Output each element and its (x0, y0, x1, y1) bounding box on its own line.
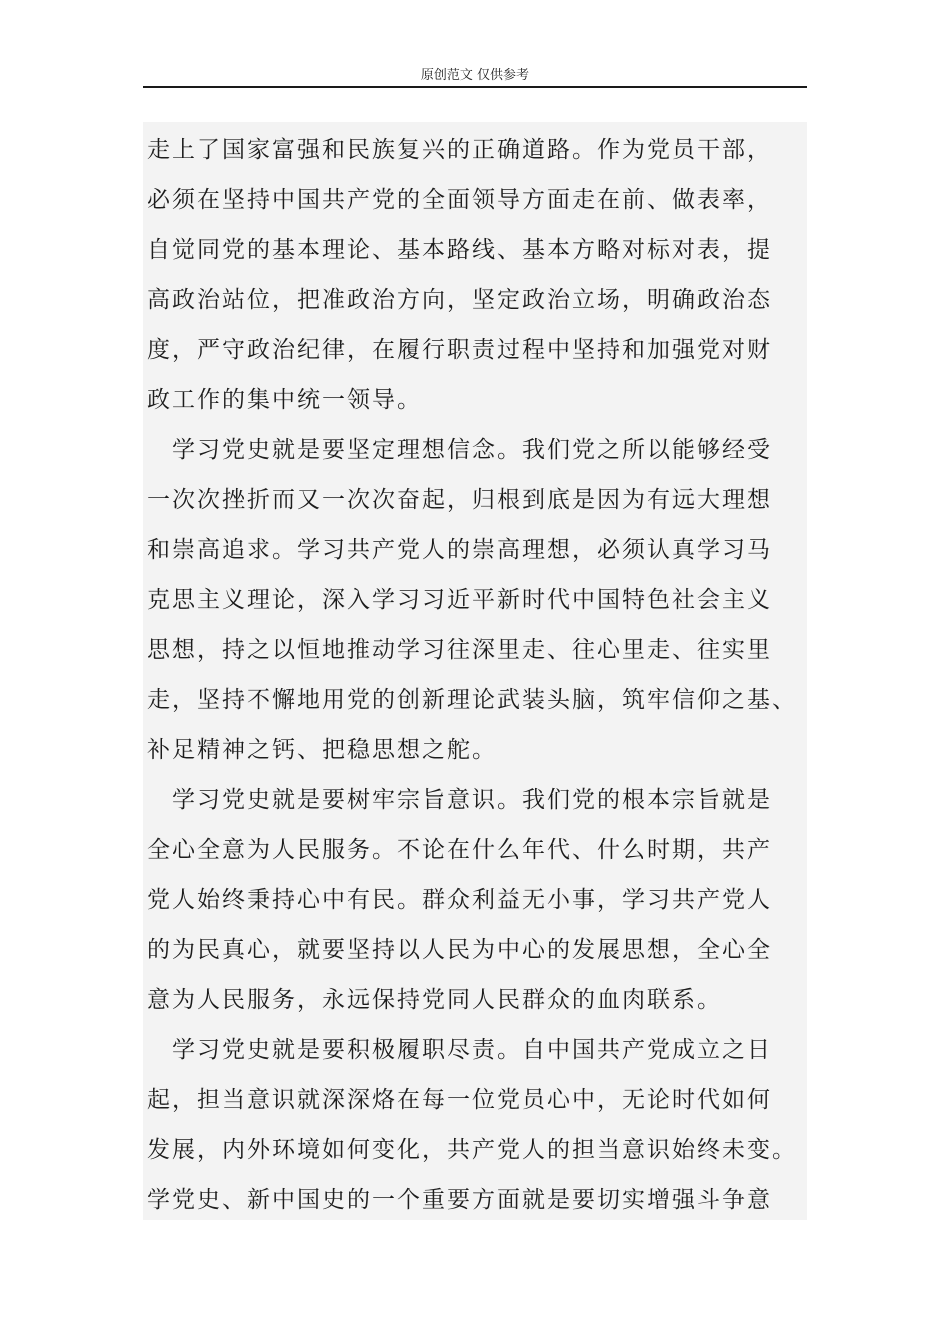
body-line: 必须在坚持中国共产党的全面领导方面走在前、做表率， (147, 187, 772, 213)
body-text (143, 122, 807, 1220)
body-line: 走上了国家富强和民族复兴的正确道路。作为党员干部， (147, 137, 772, 163)
body-line: 政工作的集中统一领导。 (147, 387, 422, 413)
body-line: 学习党史就是要积极履职尽责。自中国共产党成立之日 (147, 1037, 772, 1063)
body-line: 思想，持之以恒地推动学习往深里走、往心里走、往实里 (147, 637, 772, 663)
body-line: 和崇高追求。学习共产党人的崇高理想，必须认真学习马 (147, 537, 772, 563)
header-text: 原创范文 仅供参考 (420, 68, 530, 83)
body-line: 的为民真心，就要坚持以人民为中心的发展思想，全心全 (147, 937, 772, 963)
body-line: 发展，内外环境如何变化，共产党人的担当意识始终未变。 (147, 1137, 797, 1163)
body-line: 党人始终秉持心中有民。群众利益无小事，学习共产党人 (147, 887, 772, 913)
body-line: 高政治站位，把准政治方向，坚定政治立场，明确政治态 (147, 287, 772, 313)
body-line: 走，坚持不懈地用党的创新理论武装头脑，筑牢信仰之基、 (147, 687, 797, 713)
body-line: 学习党史就是要树牢宗旨意识。我们党的根本宗旨就是 (147, 787, 772, 813)
body-line: 克思主义理论，深入学习习近平新时代中国特色社会主义 (147, 587, 772, 613)
body-line: 全心全意为人民服务。不论在什么年代、什么时期，共产 (147, 837, 772, 863)
body-line: 学习党史就是要坚定理想信念。我们党之所以能够经受 (147, 437, 772, 463)
body-line: 度，严守政治纪律，在履行职责过程中坚持和加强党对财 (147, 337, 772, 363)
body-line: 意为人民服务，永远保持党同人民群众的血肉联系。 (147, 987, 722, 1013)
body-line: 起，担当意识就深深烙在每一位党员心中，无论时代如何 (147, 1087, 772, 1113)
page-header (143, 66, 807, 88)
body-line: 自觉同党的基本理论、基本路线、基本方略对标对表，提 (147, 237, 772, 263)
body-line: 补足精神之钙、把稳思想之舵。 (147, 737, 497, 763)
body-line: 学党史、新中国史的一个重要方面就是要切实增强斗争意 (147, 1187, 772, 1213)
body-line: 一次次挫折而又一次次奋起，归根到底是因为有远大理想 (147, 487, 772, 513)
